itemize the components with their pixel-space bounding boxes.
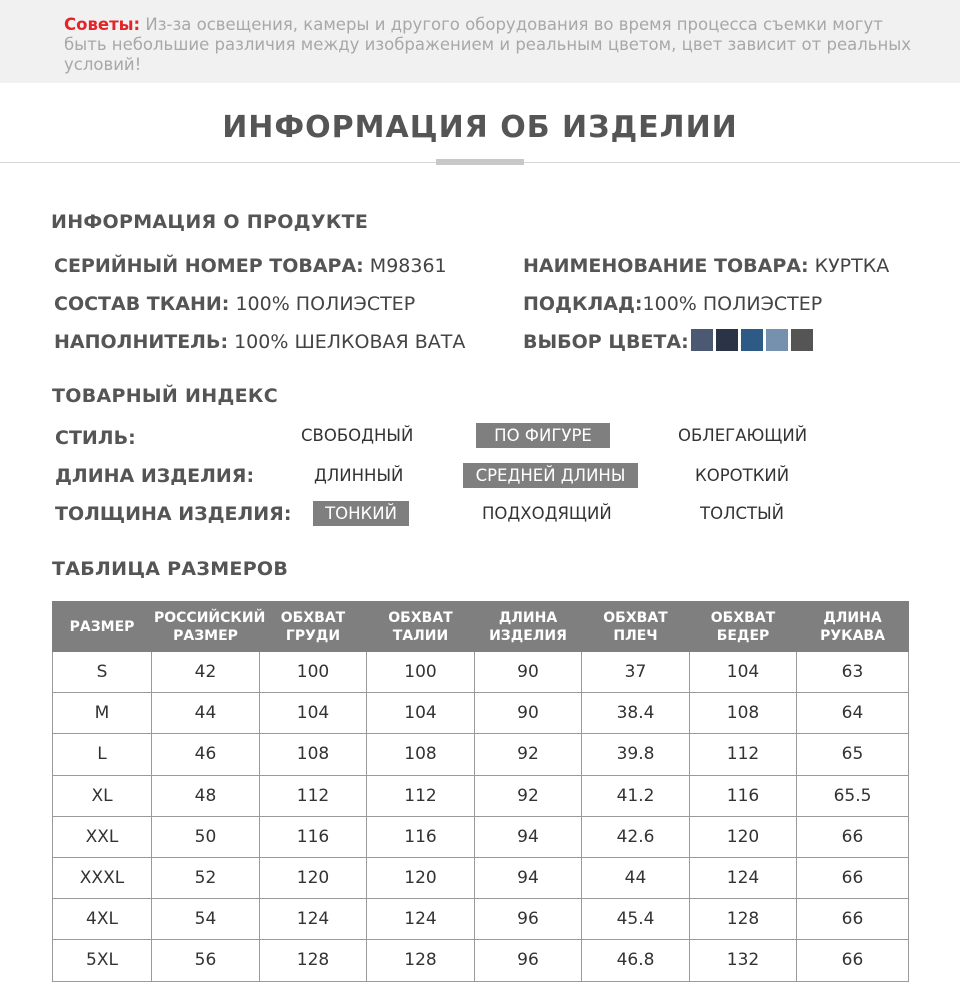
table-row <box>53 734 909 775</box>
table-cell: 45.4 <box>582 899 690 940</box>
lining-row <box>523 293 822 315</box>
style-option-loose: СВОБОДНЫЙ <box>301 426 414 445</box>
table-cell: 66 <box>797 940 909 981</box>
table-cell: 92 <box>475 734 582 775</box>
section-title: ИНФОРМАЦИЯ ОБ ИЗДЕЛИИ <box>222 110 738 145</box>
thickness-option-thick: ТОЛСТЫЙ <box>700 504 784 523</box>
table-cell: 46.8 <box>582 940 690 981</box>
table-header-cell <box>475 602 582 652</box>
name-value: КУРТКА <box>808 255 890 277</box>
table-row <box>53 816 909 857</box>
name-row <box>523 255 889 277</box>
fabric-value: 100% ПОЛИЭСТЕР <box>229 293 416 315</box>
tip-banner <box>0 0 960 83</box>
name-label: НАИМЕНОВАНИЕ ТОВАРА: <box>523 255 809 277</box>
table-cell: 108 <box>260 734 367 775</box>
filler-label: НАПОЛНИТЕЛЬ: <box>54 331 229 353</box>
lining-label: ПОДКЛАД: <box>523 293 643 315</box>
table-cell: 52 <box>152 857 260 898</box>
table-header-text: РАЗМЕР <box>69 618 135 635</box>
table-header-text: БЕДЕР <box>716 627 770 644</box>
table-cell: 124 <box>690 857 797 898</box>
thickness-label: ТОЛЩИНА ИЗДЕЛИЯ: <box>55 503 292 525</box>
fabric-label: СОСТАВ ТКАНИ: <box>54 293 230 315</box>
table-cell: XXXL <box>53 857 152 898</box>
table-cell: 50 <box>152 816 260 857</box>
table-header-cell <box>582 602 690 652</box>
table-cell: 65.5 <box>797 775 909 816</box>
style-label: СТИЛЬ: <box>55 427 136 449</box>
table-cell: L <box>53 734 152 775</box>
table-cell: 37 <box>582 652 690 693</box>
table-row <box>53 899 909 940</box>
table-cell: 5XL <box>53 940 152 981</box>
table-row <box>53 693 909 734</box>
table-header-text: ДЛИНА <box>498 609 558 626</box>
table-row <box>53 775 909 816</box>
style-option-tight: ОБЛЕГАЮЩИЙ <box>678 426 808 445</box>
style-option-fitted-selected: ПО ФИГУРЕ <box>476 423 610 448</box>
table-header-text: ДЛИНА <box>823 609 882 626</box>
table-cell: 116 <box>367 816 475 857</box>
table-cell: 44 <box>582 857 690 898</box>
table-cell: 120 <box>367 857 475 898</box>
table-cell: 41.2 <box>582 775 690 816</box>
table-header-row <box>53 602 909 652</box>
table-cell: 104 <box>690 652 797 693</box>
color-swatches <box>691 329 813 351</box>
table-cell: 63 <box>797 652 909 693</box>
color-row <box>523 331 689 353</box>
table-header-text: РАЗМЕР <box>173 627 238 644</box>
table-header-text: ОБХВАТ <box>710 609 776 626</box>
table-header-text: ОБХВАТ <box>388 609 453 626</box>
table-header-text: ОБХВАТ <box>280 609 346 626</box>
table-row <box>53 940 909 981</box>
table-cell: 100 <box>260 652 367 693</box>
tip-label: Советы: <box>64 15 141 34</box>
table-cell: 94 <box>475 816 582 857</box>
table-cell: 120 <box>690 816 797 857</box>
product-index-heading: ТОВАРНЫЙ ИНДЕКС <box>52 385 279 407</box>
table-header-cell <box>797 602 909 652</box>
size-table <box>52 601 909 982</box>
length-option-long: ДЛИННЫЙ <box>314 466 404 485</box>
table-header-text: ОБХВАТ <box>603 609 668 626</box>
table-cell: 124 <box>260 899 367 940</box>
length-label: ДЛИНА ИЗДЕЛИЯ: <box>55 465 255 487</box>
table-cell: 42.6 <box>582 816 690 857</box>
table-header-text: ТАЛИИ <box>392 627 449 644</box>
table-row <box>53 857 909 898</box>
table-cell: 38.4 <box>582 693 690 734</box>
table-cell: 96 <box>475 940 582 981</box>
table-cell: 128 <box>690 899 797 940</box>
table-cell: 128 <box>260 940 367 981</box>
table-cell: 112 <box>260 775 367 816</box>
table-cell: 116 <box>690 775 797 816</box>
table-cell: 104 <box>367 693 475 734</box>
table-cell: 100 <box>367 652 475 693</box>
color-swatch-3[interactable] <box>741 329 763 351</box>
table-cell: 108 <box>367 734 475 775</box>
table-header-cell <box>690 602 797 652</box>
color-swatch-5[interactable] <box>791 329 813 351</box>
table-cell: 48 <box>152 775 260 816</box>
table-cell: 66 <box>797 816 909 857</box>
table-body <box>53 652 909 982</box>
serial-value: M98361 <box>363 255 447 277</box>
table-cell: XL <box>53 775 152 816</box>
table-header-text: РОССИЙСКИЙ <box>154 609 266 626</box>
table-cell: 96 <box>475 899 582 940</box>
table-cell: 92 <box>475 775 582 816</box>
table-cell: 46 <box>152 734 260 775</box>
serial-row <box>54 255 447 277</box>
color-swatch-2[interactable] <box>716 329 738 351</box>
thickness-option-medium: ПОДХОДЯЩИЙ <box>482 504 612 523</box>
table-cell: 39.8 <box>582 734 690 775</box>
filler-value: 100% ШЕЛКОВАЯ ВАТА <box>228 331 466 353</box>
table-cell: 64 <box>797 693 909 734</box>
table-cell: 108 <box>690 693 797 734</box>
table-header-cell <box>152 602 266 652</box>
table-cell: 104 <box>260 693 367 734</box>
table-header-cell <box>367 602 475 652</box>
table-cell: 4XL <box>53 899 152 940</box>
table-cell: 56 <box>152 940 260 981</box>
length-option-short: КОРОТКИЙ <box>695 466 790 485</box>
table-cell: 120 <box>260 857 367 898</box>
color-swatch-1[interactable] <box>691 329 713 351</box>
table-cell: 112 <box>367 775 475 816</box>
length-option-medium-selected: СРЕДНЕЙ ДЛИНЫ <box>463 463 638 488</box>
fabric-row <box>54 293 415 315</box>
lining-value: 100% ПОЛИЭСТЕР <box>642 293 823 315</box>
table-header-cell <box>260 602 367 652</box>
serial-label: СЕРИЙНЫЙ НОМЕР ТОВАРА: <box>54 255 364 277</box>
thickness-option-thin-selected: ТОНКИЙ <box>313 501 409 526</box>
table-cell: S <box>53 652 152 693</box>
table-cell: 54 <box>152 899 260 940</box>
table-cell: 42 <box>152 652 260 693</box>
table-cell: 124 <box>367 899 475 940</box>
table-row <box>53 652 909 693</box>
table-cell: XXL <box>53 816 152 857</box>
table-cell: 132 <box>690 940 797 981</box>
title-accent-bar <box>436 159 524 165</box>
table-cell: 90 <box>475 693 582 734</box>
table-cell: 94 <box>475 857 582 898</box>
table-cell: 66 <box>797 857 909 898</box>
color-label: ВЫБОР ЦВЕТА: <box>523 331 689 353</box>
table-header-cell <box>53 602 152 652</box>
table-cell: 66 <box>797 899 909 940</box>
table-cell: 128 <box>367 940 475 981</box>
table-cell: 65 <box>797 734 909 775</box>
tip-body: Из-за освещения, камеры и другого оборудования во время процесса съемки могут быть небольшие различия между изображением и реальным цветом, цвет зависит от реальных условий! <box>64 15 912 74</box>
color-swatch-4[interactable] <box>766 329 788 351</box>
table-cell: 112 <box>690 734 797 775</box>
size-table-heading: ТАБЛИЦА РАЗМЕРОВ <box>52 558 289 580</box>
table-cell: 44 <box>152 693 260 734</box>
filler-row <box>54 331 465 353</box>
table-cell: 90 <box>475 652 582 693</box>
table-header-text: ПЛЕЧ <box>613 627 658 644</box>
table-header-text: РУКАВА <box>820 627 885 644</box>
table-header-text: ГРУДИ <box>285 627 341 644</box>
table-cell: 116 <box>260 816 367 857</box>
table-cell: M <box>53 693 152 734</box>
product-info-heading: ИНФОРМАЦИЯ О ПРОДУКТЕ <box>51 211 369 233</box>
table-header-text: ИЗДЕЛИЯ <box>489 627 567 644</box>
tip-text <box>64 15 924 75</box>
